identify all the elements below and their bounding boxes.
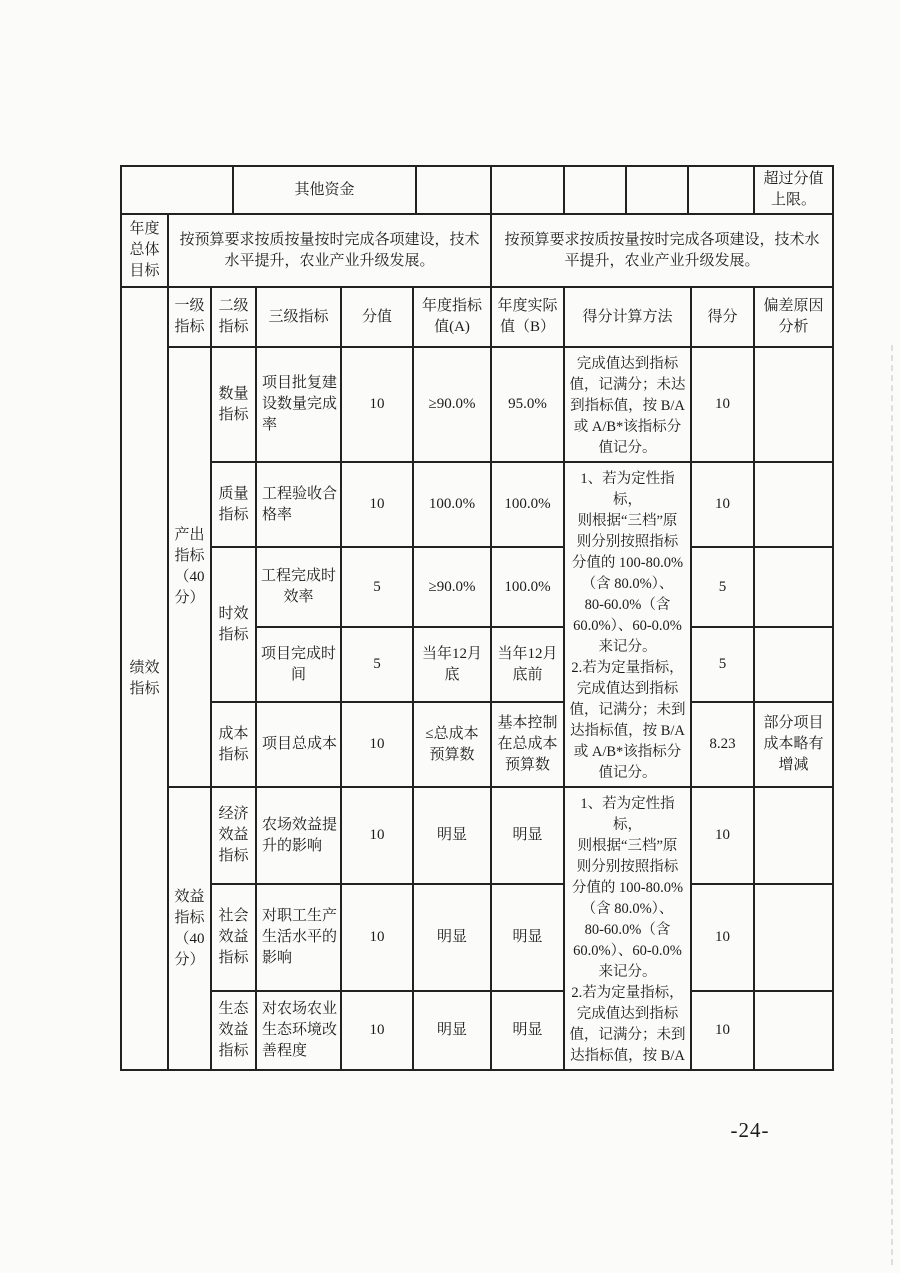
table-row xyxy=(121,347,833,462)
level2-cell: 质量 指标 xyxy=(211,462,256,547)
annual-target-cell: 明显 xyxy=(413,884,491,991)
annual-target-cell: 当年12月 底 xyxy=(413,627,491,702)
carryover-table xyxy=(120,165,834,215)
level2-cell: 时效 指标 xyxy=(211,547,256,702)
points-cell: 5 xyxy=(691,547,754,627)
score-value-cell: 5 xyxy=(341,627,413,702)
annual-target-cell: ≤总成本 预算数 xyxy=(413,702,491,787)
annual-goal-label: 年度 总体 目标 xyxy=(121,214,168,287)
header-annual-actual: 年度实际 值（B） xyxy=(491,287,564,347)
level3-cell: 项目总成本 xyxy=(256,702,341,787)
performance-indicator-outer-label: 绩效 指标 xyxy=(121,287,168,1070)
deviation-cell xyxy=(754,884,833,991)
page-number: -24- xyxy=(730,1118,770,1142)
annual-actual-cell: 明显 xyxy=(491,787,564,884)
header-score-value: 分值 xyxy=(341,287,413,347)
annual-target-cell: ≥90.0% xyxy=(413,347,491,462)
table-row xyxy=(121,991,833,1070)
indicators-header-row xyxy=(121,287,833,347)
header-level2: 二级 指标 xyxy=(211,287,256,347)
carryover-empty-cell xyxy=(491,166,564,214)
header-level3: 三级指标 xyxy=(256,287,341,347)
level2-cell: 成本 指标 xyxy=(211,702,256,787)
header-annual-target: 年度指标 值(A) xyxy=(413,287,491,347)
points-cell: 10 xyxy=(691,462,754,547)
table-row xyxy=(121,787,833,884)
level3-cell: 对农场农业 生态环境改 善程度 xyxy=(256,991,341,1070)
deviation-cell xyxy=(754,347,833,462)
level1-benefit-cell: 效益 指标 （40 分） xyxy=(168,787,211,1070)
deviation-cell xyxy=(754,462,833,547)
annual-actual-cell: 明显 xyxy=(491,884,564,991)
table-row xyxy=(121,702,833,787)
header-deviation: 偏差原因 分析 xyxy=(754,287,833,347)
score-method-cell: 1、若为定性指标， 则根据“三档”原 则分别按照指标 分值的 100-80.0% （含 80.0%）、 80-60.0%（含 60.0%）、60-0.0% 来记分。 2.若为定量指标， 完成值达到指标 值，记满分；未到 达指标值，按 B/A xyxy=(564,787,691,1070)
level3-cell: 项目完成时 间 xyxy=(256,627,341,702)
level3-cell: 农场效益提 升的影响 xyxy=(256,787,341,884)
score-value-cell: 10 xyxy=(341,787,413,884)
points-cell: 10 xyxy=(691,884,754,991)
table-row xyxy=(121,462,833,547)
carryover-empty-cell xyxy=(688,166,754,214)
annual-goal-row xyxy=(121,214,833,287)
score-value-cell: 10 xyxy=(341,884,413,991)
score-method-cell: 完成值达到指标 值，记满分；未达 到指标值，按 B/A 或 A/B*该指标分 值记分。 xyxy=(564,347,691,462)
annual-actual-cell: 基本控制 在总成本 预算数 xyxy=(491,702,564,787)
annual-target-cell: 明显 xyxy=(413,787,491,884)
annual-actual-cell: 95.0% xyxy=(491,347,564,462)
points-cell: 8.23 xyxy=(691,702,754,787)
deviation-cell xyxy=(754,991,833,1070)
score-value-cell: 10 xyxy=(341,991,413,1070)
annual-actual-cell: 100.0% xyxy=(491,547,564,627)
annual-target-cell: 100.0% xyxy=(413,462,491,547)
carryover-row xyxy=(121,166,833,214)
document-tables xyxy=(120,165,834,1071)
carryover-over-limit-cell: 超过分值 上限。 xyxy=(754,166,833,214)
score-method-cell: 1、若为定性指标， 则根据“三档”原 则分别按照指标 分值的 100-80.0% （含 80.0%）、 80-60.0%（含 60.0%）、60-0.0% 来记分。 2.若为定量指标， 完成值达到指标 值，记满分；未到 达指标值，按 B/A 或 A/B*该指标分 值记分。 xyxy=(564,462,691,787)
deviation-cell: 部分项目 成本略有 增减 xyxy=(754,702,833,787)
annual-goal-text-left: 按预算要求按质按量按时完成各项建设，技术 水平提升，农业产业升级发展。 xyxy=(168,214,491,287)
annual-target-cell: 明显 xyxy=(413,991,491,1070)
deviation-cell xyxy=(754,547,833,627)
carryover-empty-cell xyxy=(121,166,233,214)
annual-goal-text-right: 按预算要求按质按量按时完成各项建设，技术水 平提升，农业产业升级发展。 xyxy=(491,214,833,287)
table-row xyxy=(121,884,833,991)
annual-target-cell: ≥90.0% xyxy=(413,547,491,627)
points-cell: 10 xyxy=(691,991,754,1070)
scan-artifact-line xyxy=(891,345,893,1265)
header-level1: 一级 指标 xyxy=(168,287,211,347)
level3-cell: 工程验收合 格率 xyxy=(256,462,341,547)
annual-actual-cell: 明显 xyxy=(491,991,564,1070)
score-value-cell: 5 xyxy=(341,547,413,627)
annual-goal-table xyxy=(120,213,834,288)
header-points: 得分 xyxy=(691,287,754,347)
annual-actual-cell: 100.0% xyxy=(491,462,564,547)
header-score-method: 得分计算方法 xyxy=(564,287,691,347)
level2-cell: 生态 效益 指标 xyxy=(211,991,256,1070)
deviation-cell xyxy=(754,787,833,884)
deviation-cell xyxy=(754,627,833,702)
points-cell: 10 xyxy=(691,787,754,884)
level1-output-cell: 产出 指标 （40 分） xyxy=(168,347,211,787)
table-row xyxy=(121,547,833,627)
level2-cell: 数量 指标 xyxy=(211,347,256,462)
points-cell: 10 xyxy=(691,347,754,462)
level2-cell: 社会 效益 指标 xyxy=(211,884,256,991)
indicators-table xyxy=(120,286,834,1071)
annual-actual-cell: 当年12月 底前 xyxy=(491,627,564,702)
carryover-empty-cell xyxy=(626,166,688,214)
level3-cell: 对职工生产 生活水平的 影响 xyxy=(256,884,341,991)
level3-cell: 项目批复建 设数量完成 率 xyxy=(256,347,341,462)
carryover-empty-cell xyxy=(416,166,491,214)
level2-cell: 经济 效益 指标 xyxy=(211,787,256,884)
score-value-cell: 10 xyxy=(341,462,413,547)
carryover-empty-cell xyxy=(564,166,626,214)
points-cell: 5 xyxy=(691,627,754,702)
level3-cell: 工程完成时 效率 xyxy=(256,547,341,627)
score-value-cell: 10 xyxy=(341,347,413,462)
carryover-other-funds-cell: 其他资金 xyxy=(233,166,416,214)
score-value-cell: 10 xyxy=(341,702,413,787)
